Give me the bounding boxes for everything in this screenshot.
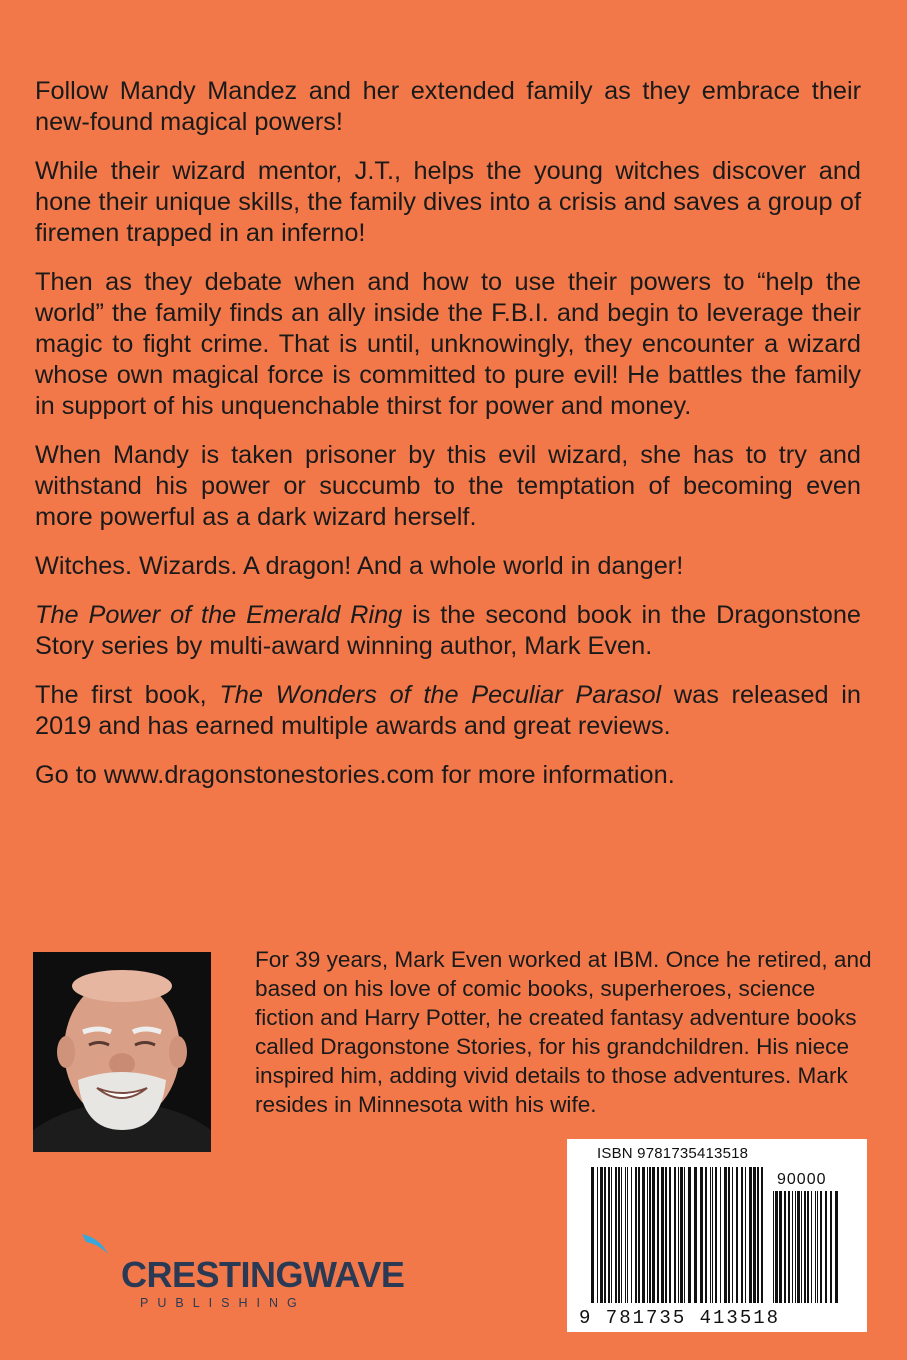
blurb-paragraph-3: Then as they debate when and how to use their powers to “help the world” the family finds an ally inside the F.B.I. and begin to leverage their magic to fight crime. That is until, unknowingly, they encounter a wizard whose own magical force is committed to pure evil! He battles the family in support of his unquenchable thirst for power and money. xyxy=(35,268,861,420)
blurb-text: is the second book in the Dragonstone Story series by multi-award winning author, Mark Even. xyxy=(35,601,861,660)
blurb-paragraph-8: Go to www.dragonstonestories.com for more information. xyxy=(35,761,675,789)
blurb-paragraph-7 xyxy=(35,680,861,742)
author-bio: For 39 years, Mark Even worked at IBM. Once he retired, and based on his love of comic books, superheroes, science fiction and Harry Potter, he created fantasy adventure books called Dragonstone Stories, for his grandchildren. His niece inspired him, adding vivid details to those adventures. Mark resides in Minnesota with his wife. xyxy=(255,947,872,1117)
blurb-paragraph-4: When Mandy is taken prisoner by this evil wizard, she has to try and withstand his power or succumb to the temptation of becoming even more powerful as a dark wizard herself. xyxy=(35,441,861,531)
price-code: 90000 xyxy=(777,1171,827,1188)
publisher-name: CRESTINGWAVE xyxy=(121,1254,405,1295)
first-book-title: The Wonders of the Peculiar Parasol xyxy=(219,681,662,709)
isbn-barcode xyxy=(567,1139,867,1332)
blurb-paragraph-2: While their wizard mentor, J.T., helps the young witches discover and hone their unique skills, the family dives into a crisis and saves a group of firemen trapped in an inferno! xyxy=(35,157,861,247)
barcode-bars xyxy=(567,1139,867,1332)
blurb-paragraph-6 xyxy=(35,600,861,662)
author-portrait-image xyxy=(33,952,211,1152)
wave-logo-icon xyxy=(38,1228,118,1328)
blurb-paragraph-1: Follow Mandy Mandez and her extended family as they embrace their new-found magical powers! xyxy=(35,77,861,136)
book-title: The Power of the Emerald Ring xyxy=(35,601,403,629)
isbn-label: ISBN 9781735413518 xyxy=(597,1145,749,1162)
back-cover-blurb xyxy=(35,76,861,809)
blurb-text: The first book, xyxy=(35,681,220,709)
publisher-logo xyxy=(38,1228,405,1328)
author-photo xyxy=(33,952,211,1152)
blurb-paragraph-5: Witches. Wizards. A dragon! And a whole world in danger! xyxy=(35,552,684,580)
blurb-text: was released in 2019 and has earned multiple awards and great reviews. xyxy=(35,681,861,740)
isbn-digits: 9 781735 413518 xyxy=(579,1307,781,1329)
publisher-subtitle: PUBLISHING xyxy=(140,1296,306,1310)
